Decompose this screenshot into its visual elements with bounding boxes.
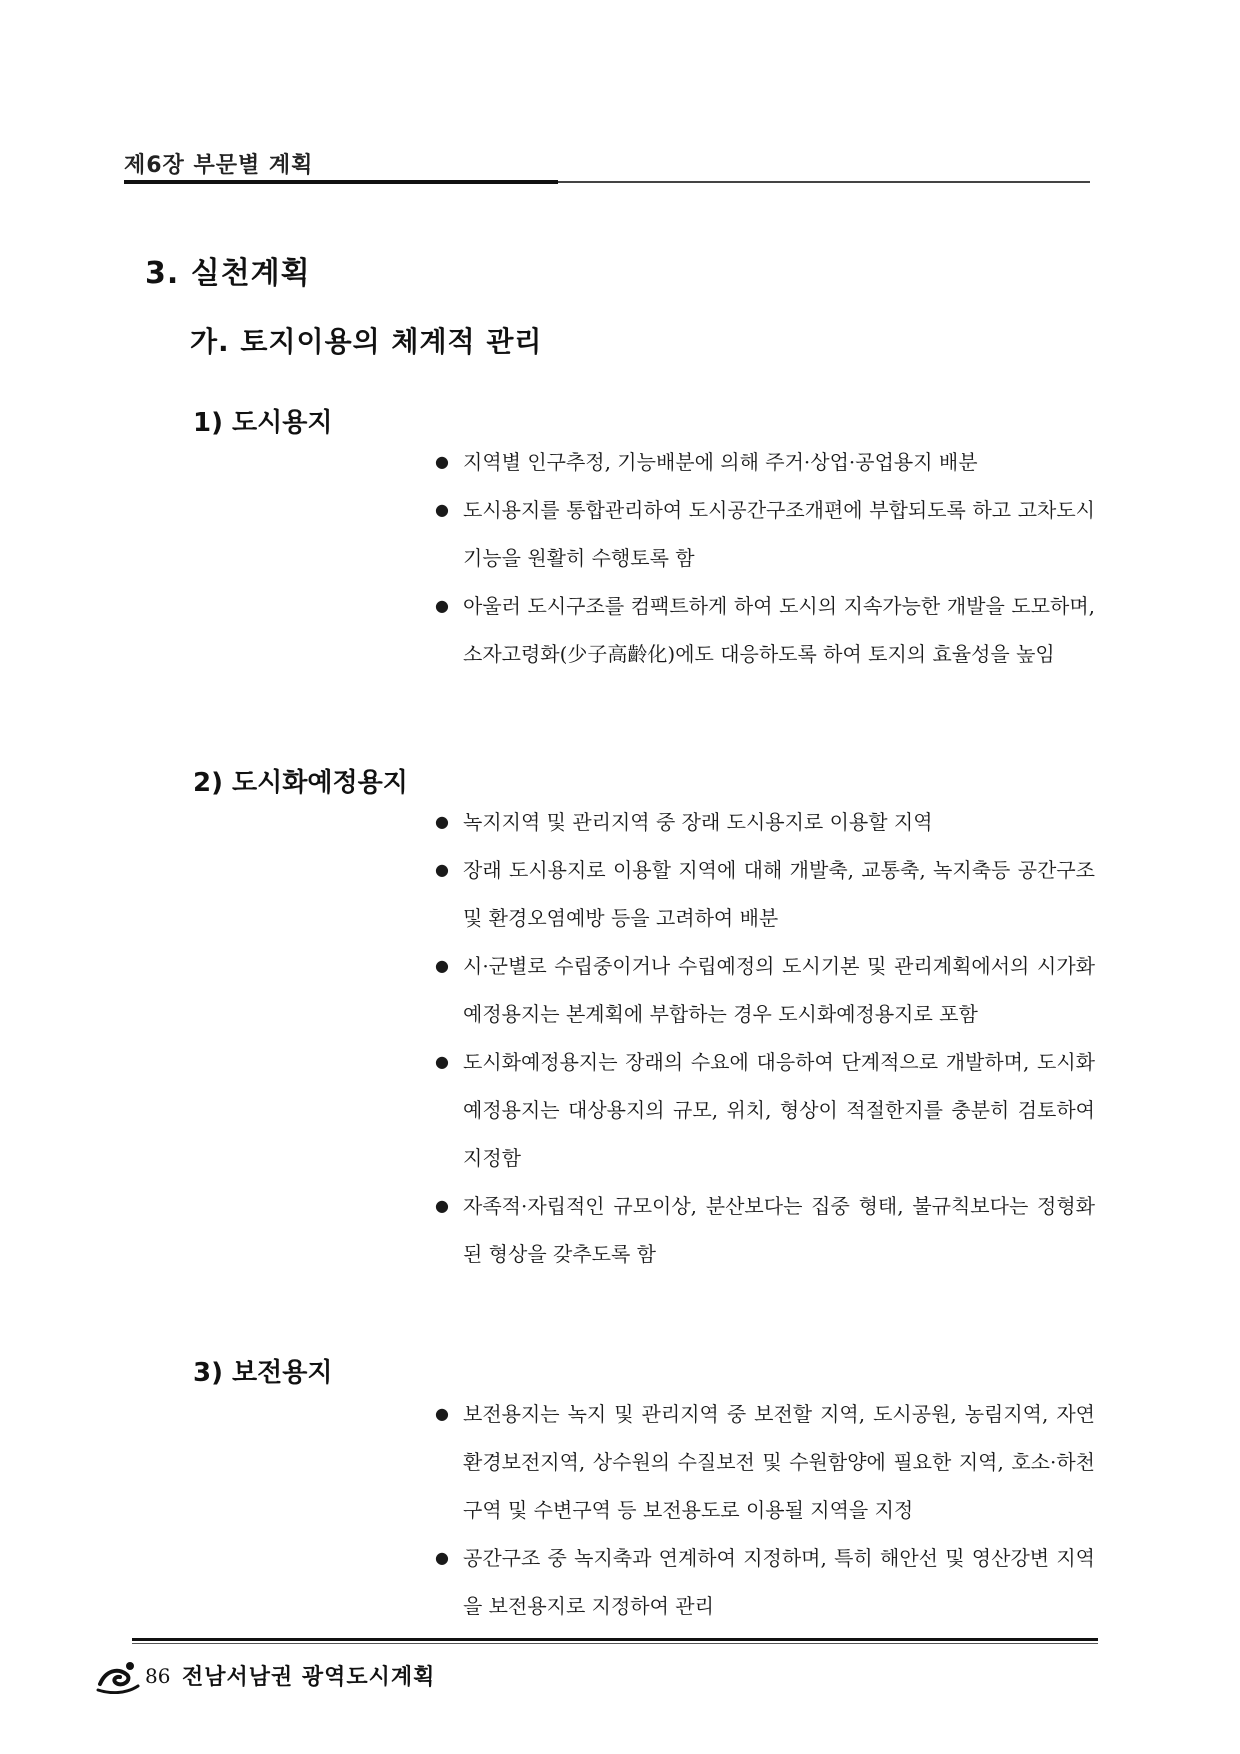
bullet-icon: ●	[435, 452, 449, 471]
bullet-text: 자족적·자립적인 규모이상, 분산보다는 집중 형태, 불규칙보다는 정형화된 형상을 갖추도록 함	[463, 1194, 1095, 1266]
item-title-urban-land: 1) 도시용지	[193, 408, 333, 438]
item-title-urbanization-land: 2) 도시화예정용지	[193, 768, 408, 798]
list-item	[435, 1038, 1095, 1182]
bullet-text: 공간구조 중 녹지축과 연계하여 지정하며, 특히 해안선 및 영산강변 지역을 보전용지로 지정하여 관리	[463, 1546, 1095, 1618]
bullet-icon: ●	[435, 1548, 449, 1567]
chapter-header: 제6장 부문별 계획	[124, 153, 314, 178]
subsection-title: 가. 토지이용의 체계적 관리	[190, 325, 543, 358]
bullet-icon: ●	[435, 500, 449, 519]
list-item	[435, 582, 1095, 678]
bullet-text: 장래 도시용지로 이용할 지역에 대해 개발축, 교통축, 녹지축등 공간구조 및 환경오염예방 등을 고려하여 배분	[463, 858, 1095, 930]
bullet-icon: ●	[435, 1052, 449, 1071]
bullet-text: 지역별 인구추정, 기능배분에 의해 주거·상업·공업용지 배분	[463, 450, 978, 474]
bullet-text: 도시용지를 통합관리하여 도시공간구조개편에 부합되도록 하고 고차도시기능을 원활히 수행토록 함	[463, 498, 1095, 570]
list-item	[435, 942, 1095, 1038]
bullet-icon: ●	[435, 1196, 449, 1215]
bullet-list-urbanization-land	[435, 798, 1095, 1278]
list-item	[435, 486, 1095, 582]
bullet-text: 아울러 도시구조를 컴팩트하게 하여 도시의 지속가능한 개발을 도모하며, 소자고령화(少子高齡化)에도 대응하도록 하여 토지의 효율성을 높임	[463, 594, 1095, 666]
page-number: 86	[145, 1664, 171, 1688]
bullet-icon: ●	[435, 956, 449, 975]
swirl-logo-icon	[96, 1660, 140, 1694]
list-item	[435, 1390, 1095, 1534]
bullet-text: 시·군별로 수립중이거나 수립예정의 도시기본 및 관리계획에서의 시가화예정용지는 본계획에 부합하는 경우 도시화예정용지로 포함	[463, 954, 1095, 1026]
list-item	[435, 1534, 1095, 1630]
bullet-icon: ●	[435, 860, 449, 879]
bullet-text: 도시화예정용지는 장래의 수요에 대응하여 단계적으로 개발하며, 도시화예정용지는 대상용지의 규모, 위치, 형상이 적절한지를 충분히 검토하여 지정함	[463, 1050, 1095, 1170]
bullet-icon: ●	[435, 1404, 449, 1423]
bullet-text: 녹지지역 및 관리지역 중 장래 도시용지로 이용할 지역	[463, 810, 933, 834]
list-item	[435, 846, 1095, 942]
bullet-text: 보전용지는 녹지 및 관리지역 중 보전할 지역, 도시공원, 농림지역, 자연환경보전지역, 상수원의 수질보전 및 수원함양에 필요한 지역, 호소·하천구역 및 수변구역 등 보전용도로 이용될 지역을 지정	[463, 1402, 1095, 1522]
list-item	[435, 438, 1095, 486]
list-item	[435, 1182, 1095, 1278]
item-title-conservation-land: 3) 보전용지	[193, 1358, 333, 1388]
footer-title: 전남서남권 광역도시계획	[182, 1665, 436, 1690]
bullet-icon: ●	[435, 812, 449, 831]
bullet-icon: ●	[435, 596, 449, 615]
section-title: 3. 실천계획	[145, 256, 311, 291]
list-item	[435, 798, 1095, 846]
bullet-list-conservation-land	[435, 1390, 1095, 1630]
bullet-list-urban-land	[435, 438, 1095, 678]
